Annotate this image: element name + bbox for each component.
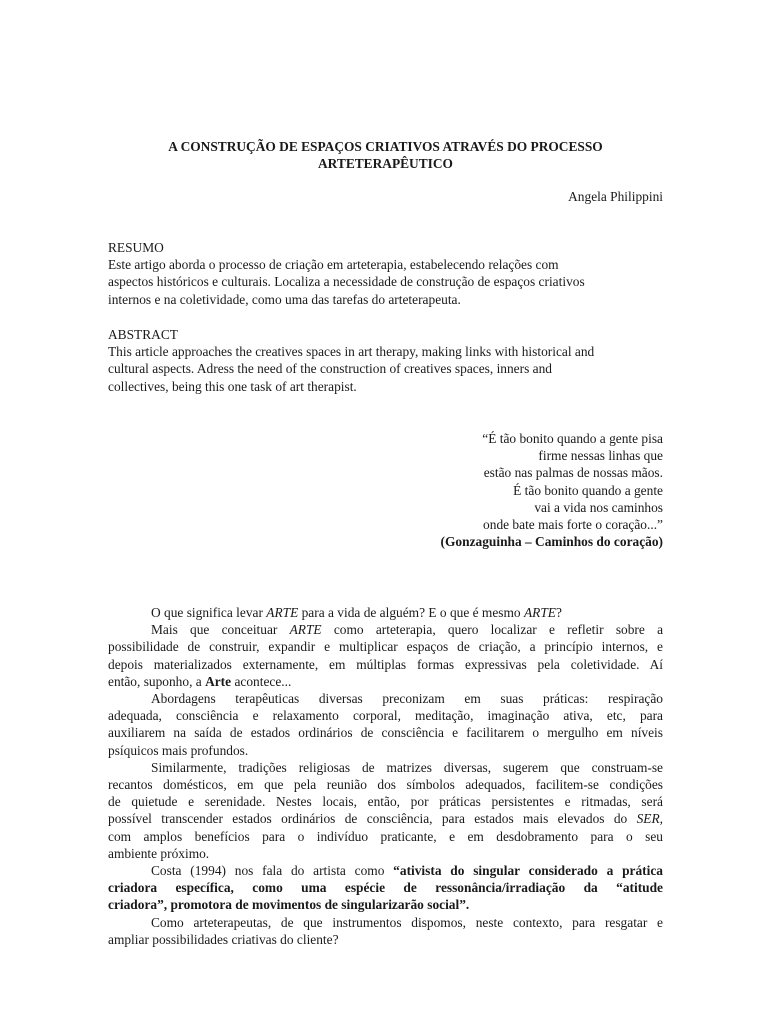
body-paragraph-6-line: ampliar possibilidades criativas do cliente?: [108, 931, 339, 947]
body-paragraph-3-line: adequada, consciência e relaxamento corporal, meditação, imaginação ativa, etc, para: [108, 708, 663, 724]
body-text: como arteterapia, quero localizar e refletir sobre a: [321, 622, 664, 638]
epigraph-line: onde bate mais forte o coração...”: [483, 517, 663, 533]
body-paragraph-5-line: [108, 862, 663, 879]
emphasis-arte: ARTE: [523, 605, 556, 620]
body-paragraph-4-line: com amplos benefícios para o indivíduo praticante, e em desdobramento para o seu: [108, 828, 663, 844]
body-paragraph-2-line: possibilidade de construir, expandir e multiplicar espaços de criação, a princípio internos, e: [108, 639, 663, 655]
article-body: [108, 604, 663, 948]
body-paragraph-4-line: de quietude e serenidade. Nestes locais, então, por práticas persistentes e ritmadas, será: [108, 794, 663, 810]
body-paragraph-3-line: auxiliarem na saída de estados ordinários de consciência e facilitarem o mergulho em níveis: [108, 725, 663, 741]
resumo-section: [108, 239, 663, 308]
body-paragraph-4-line: [108, 810, 663, 827]
emphasis-ser: SER,: [636, 811, 663, 827]
epigraph-line: É tão bonito quando a gente: [513, 482, 663, 498]
abstract-section: [108, 326, 663, 395]
body-text: ?: [555, 605, 562, 620]
body-paragraph-6-line: Como arteterapeutas, de que instrumentos dispomos, neste contexto, para resgatar e: [151, 914, 663, 930]
body-text: para a vida de alguém? E o que é mesmo: [298, 605, 524, 620]
body-paragraph-4-line: ambiente próximo.: [108, 845, 210, 861]
body-text: Costa (1994) nos fala do artista como: [151, 863, 394, 879]
body-paragraph-2-line: depois materializados externamente, em múltiplas formas expressivas pela coletividade. Aí: [108, 656, 663, 672]
body-text: O que significa levar: [151, 605, 267, 620]
body-paragraph-3-line: psíquicos mais profundos.: [108, 742, 249, 758]
title-line-2: ARTETERAPÊUTICO: [318, 156, 453, 171]
resumo-heading: RESUMO: [108, 240, 164, 255]
title-line-1: A CONSTRUÇÃO DE ESPAÇOS CRIATIVOS ATRAVÉS DO PROCESSO: [168, 139, 603, 154]
abstract-line: collectives, being this one task of art therapist.: [108, 378, 357, 394]
resumo-line: aspectos históricos e culturais. Localiza a necessidade de construção de espaços criativos: [108, 274, 585, 290]
abstract-line: cultural aspects. Adress the need of the construction of creatives spaces, inners and: [108, 361, 552, 377]
body-paragraph-3-line: Abordagens terapêuticas diversas preconizam em suas práticas: respiração: [151, 691, 663, 707]
quote-bold: “ativista do singular considerado a prática: [393, 863, 663, 879]
emphasis-arte: ARTE: [289, 622, 322, 638]
epigraph-line: “É tão bonito quando a gente pisa: [482, 431, 663, 446]
body-paragraph-2-line: [108, 673, 663, 690]
epigraph: [108, 430, 663, 550]
body-paragraph-1: [108, 604, 663, 621]
body-text: então, suponho, a: [108, 673, 206, 689]
epigraph-line: vai a vida nos caminhos: [534, 499, 663, 515]
body-paragraph-4-line: recantos domésticos, em que pela reunião dos símbolos adequados, facilitem-se condições: [108, 777, 663, 793]
body-paragraph-5-line: criadora específica, como uma espécie de ressonância/irradiação da “atitude: [108, 880, 663, 896]
emphasis-arte: ARTE: [266, 605, 299, 620]
resumo-line: internos e na coletividade, como uma das tarefas do arteterapeuta.: [108, 291, 461, 307]
body-paragraph-5-line: criadora”, promotora de movimentos de singularizarão social”.: [108, 897, 470, 913]
epigraph-line: firme nessas linhas que: [538, 448, 663, 464]
abstract-line: This article approaches the creatives spaces in art therapy, making links with historical and: [108, 344, 595, 360]
body-paragraph-2-line: [108, 621, 663, 638]
body-text: acontece...: [231, 673, 292, 689]
emphasis-arte-bold: Arte: [205, 673, 232, 689]
epigraph-source: (Gonzaguinha – Caminhos do coração): [440, 534, 663, 550]
document-title: [108, 138, 663, 172]
abstract-heading: ABSTRACT: [108, 327, 178, 342]
epigraph-line: estão nas palmas de nossas mãos.: [483, 465, 663, 481]
body-paragraph-4-line: Similarmente, tradições religiosas de matrizes diversas, sugerem que construam-se: [151, 759, 663, 775]
body-text: Mais que conceituar: [151, 622, 290, 638]
body-text: possível transcender estados ordinários de consciência, para estados mais elevados do: [108, 811, 637, 827]
resumo-line: Este artigo aborda o processo de criação em arteterapia, estabelecendo relações com: [108, 257, 559, 273]
author-name: Angela Philippini: [568, 189, 663, 204]
